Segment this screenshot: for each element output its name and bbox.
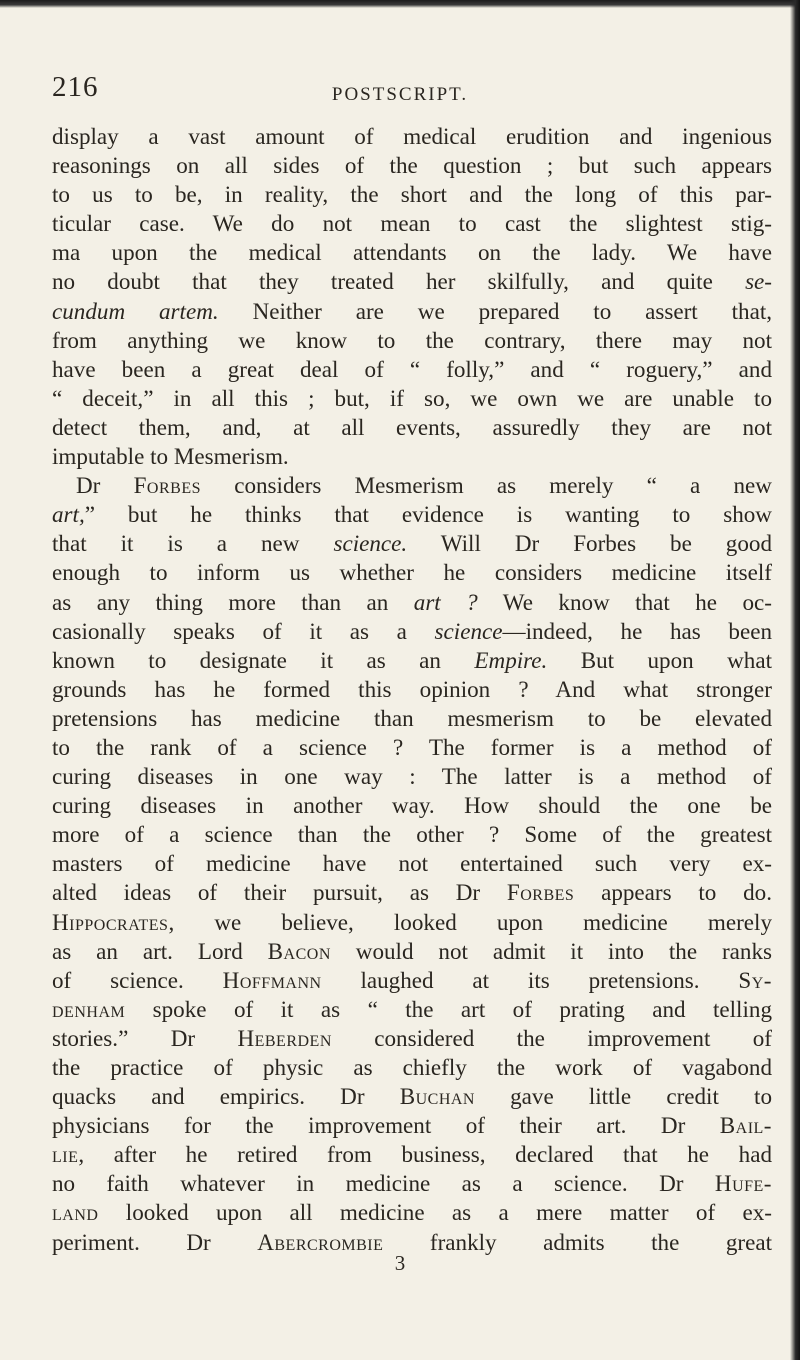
text-line-4: ticular case. We do not mean to cast the slightest stig- (52, 210, 772, 237)
text-line-3: to us to be, in reality, the short and the long of this par- (52, 181, 772, 208)
text-line-7: cundum artem. Neither are we prepared to assert that, (52, 297, 773, 324)
text-line-25: more of a science than the other ? Some of the greatest (52, 821, 772, 848)
text-line-8: from anything we know to the contrary, there may not (52, 326, 772, 353)
text-line-9: have been a great deal of “ folly,” and “ roguery,” and (52, 355, 772, 382)
text-line-30: of science. Hoffmann laughed at its pretensions. Sy- (52, 966, 772, 993)
text-line-16: enough to inform us whether he considers medicine itself (52, 559, 772, 586)
text-line-27: alted ideas of their pursuit, as Dr Forbes appears to do. (52, 879, 772, 906)
page-number: 216 (52, 71, 99, 103)
text-line-38: land looked upon all medicine as a mere matter of ex- (52, 1199, 772, 1226)
text-line-17: as any thing more than an art ? We know that he oc- (52, 588, 772, 615)
text-line-39: periment. Dr Abercrombie frankly admits the great (52, 1228, 772, 1255)
text-line-12: imputable to Mesmerism. (52, 443, 289, 470)
text-line-18: casionally speaks of it as a science—indeed, he has been (52, 617, 772, 644)
text-line-15: that it is a new science. Will Dr Forbes be good (52, 530, 772, 557)
text-line-34: quacks and empirics. Dr Buchan gave little credit to (52, 1083, 772, 1110)
text-line-23: curing diseases in one way : The latter is a method of (52, 763, 772, 790)
text-line-33: the practice of physic as chiefly the work of vagabond (52, 1054, 772, 1080)
text-line-10: “ deceit,” in all this ; but, if so, we own we are unable to (52, 384, 772, 411)
text-line-14: art,” but he thinks that evidence is wanting to show (52, 501, 772, 528)
text-line-28: Hippocrates, we believe, looked upon medicine merely (52, 908, 772, 935)
text-line-19: known to designate it as an Empire. But upon what (52, 646, 773, 673)
text-line-24: curing diseases in another way. How should the one be (52, 792, 772, 819)
text-line-11: detect them, and, at all events, assuredly they are not (52, 413, 772, 440)
text-line-37: no faith whatever in medicine as a science. Dr Hufe- (52, 1170, 772, 1197)
text-line-1: display a vast amount of medical erudition and ingenious (52, 123, 772, 149)
text-line-6: no doubt that they treated her skilfully, and quite se- (52, 268, 772, 295)
text-line-31: denham spoke of it as “ the art of prating and telling (52, 995, 772, 1022)
text-line-26: masters of medicine have not entertained such very ex- (52, 850, 772, 877)
body-text (52, 122, 772, 1257)
running-head: POSTSCRIPT. (331, 84, 469, 105)
text-line-13: Dr Forbes considers Mesmerism as merely “ a new (76, 472, 772, 499)
text-line-36: lie, after he retired from business, declared that he had (52, 1141, 772, 1168)
text-line-20: grounds has he formed this opinion ? And what stronger (52, 675, 772, 702)
text-line-32: stories.” Dr Heberden considered the improvement of (52, 1024, 772, 1051)
text-line-21: pretensions has medicine than mesmerism to be elevated (52, 704, 772, 731)
text-line-5: ma upon the medical attendants on the lady. We have (52, 239, 772, 266)
signature-mark: 3 (394, 1251, 406, 1275)
text-line-35: physicians for the improvement of their art. Dr Bail- (52, 1112, 772, 1139)
text-line-29: as an art. Lord Bacon would not admit it into the ranks (52, 937, 772, 964)
scan-right-border (790, 0, 800, 1360)
text-line-22: to the rank of a science ? The former is a method of (52, 733, 772, 760)
text-line-2: reasonings on all sides of the question ; but such appears (52, 152, 772, 179)
scan-top-border (0, 0, 800, 8)
